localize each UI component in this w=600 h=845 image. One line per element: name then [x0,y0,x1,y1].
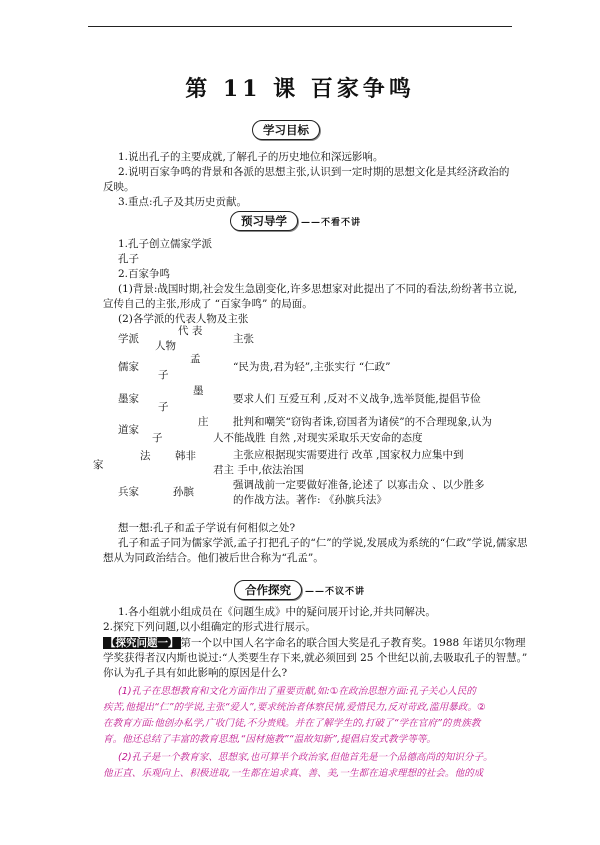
goals-heading-badge: 学习目标 [252,120,320,140]
row-confucian-person-b: 子 [158,369,169,381]
preview-tag: ——不看不讲 [301,217,362,228]
table-header-claim: 主张 [233,333,254,345]
row-taoist-claim-1: 批判和嘲笑“窃钩者诛,窃国者为诸侯”的不合理现象,认为 [233,416,492,428]
goal-item-2: 2.说明百家争鸣的背景和各派的思想主张,认识到一定时期的思想文化是其经济政治的 [118,166,510,178]
row-mohist-person-a: 墨 [193,385,204,397]
think-answer-1: 孔子和孟子同为儒家学派,孟子打把孔子的“仁”的学说,发展成为系统的“仁政”学说,儒家思 [118,537,528,549]
question-tag: 【探究问题一】 [105,637,179,649]
row-legalist-school-1: 法 [140,450,151,462]
row-mohist-claim: 要求人们 互爱互利 ,反对不义战争,选举贤能,提倡节俭 [233,393,481,405]
table-header-person-b: 人物 [155,340,176,352]
row-taoist-person-a: 庄 [198,416,209,428]
goal-item-3: 3.重点:孔子及其历史贡献。 [118,196,248,208]
table-header-person-a: 代 表 [178,325,203,337]
answer-line-3: 在教育方面:他创办私学,广收门徒,不分贵贱。并在了解学生的,打破了“学在官府”的贵族教 [103,718,481,729]
preview-line-5: 宣传自己的主张,形成了 “百家争鸣” 的局面。 [103,298,313,310]
page-title: 第 11 课 百家争鸣 [185,76,415,102]
explore-line-2: 2.探究下列问题,以小组确定的形式进行展示。 [103,621,316,633]
preview-heading-badge: 预习导学 [230,211,298,231]
preview-line-2: 孔子 [118,253,139,265]
preview-line-1: 1.孔子创立儒家学派 [118,238,213,250]
row-military-person: 孙膑 [173,486,194,498]
row-legalist-claim-2: 君主 手中,依法治国 [213,464,304,476]
explore-line-1: 1.各小组就小组成员在《问题生成》中的疑问展开讨论,并共同解决。 [118,606,436,618]
row-military-claim-2: 的作战方法。著作: 《孙膑兵法》 [233,494,387,506]
question-text-1: 第一个以中国人名字命名的联合国大奖是孔子教育奖。1988 年诺贝尔物理 [180,637,526,649]
table-header-school: 学派 [118,333,139,345]
explore-question-line-2: 学奖获得者汉内斯也说过:“人类要生存下来,就必须回到 25 个世纪以前,去吸取孔子的智慧。” [103,652,528,664]
row-taoist-claim-2: 人不能战胜 自然 ,对现实采取乐天安命的态度 [213,432,423,444]
top-rule [88,26,512,27]
row-mohist-person-b: 子 [158,401,169,413]
row-military-claim-1: 强调战前一定要做好准备,论述了 以寡击众 、以少胜多 [233,479,485,491]
answer-line-4: 育。他还总结了丰富的教育思想,“因材施教”“温故知新”,提倡启发式教学等等。 [103,734,436,745]
row-legalist-school-2: 家 [93,459,104,471]
answer-line-6: 他正直、乐观向上、积极进取,一生都在追求真、善、美,一生都在追求理想的社会。他的成 [103,768,484,779]
answer-line-2: 疾苦,他提出“仁”的学说,主张“爱人”,要求统治者体察民情,爱惜民力,反对苛政,滥用暴政。② [103,702,486,713]
row-mohist-school: 墨家 [118,393,139,405]
think-answer-2: 想从为同政治结合。他们被后世合称为“孔孟”。 [103,552,324,564]
preview-line-3: 2.百家争鸣 [118,268,171,280]
row-confucian-claim: “民为贵,君为轻”,主张实行 “仁政” [233,361,391,373]
explore-question-line-3: 你认为孔子具有如此影响的原因是什么? [103,667,288,679]
preview-line-4: (1)背景:战国时期,社会发生急剧变化,许多思想家对此提出了不同的看法,纷纷著书立说, [118,283,518,295]
preview-line-6: (2)各学派的代表人物及主张 [118,313,249,325]
answer-line-1: (1)孔子在思想教育和文化方面作出了重要贡献,如:①在政治思想方面:孔子关心人民的 [118,686,476,697]
row-taoist-person-b: 子 [152,432,163,444]
explore-question-line-1 [103,636,526,651]
goal-item-2-cont: 反映。 [103,181,135,193]
row-legalist-person: 韩非 [175,450,196,462]
preview-heading [230,211,361,231]
explore-heading [234,580,365,600]
explore-heading-badge: 合作探究 [234,580,302,600]
explore-tag: ——不议不讲 [305,586,366,597]
row-legalist-claim-1: 主张应根据现实需要进行 改革 ,国家权力应集中到 [233,449,464,461]
think-question: 想一想:孔子和孟子学说有何相似之处? [118,522,296,534]
row-military-school: 兵家 [118,486,139,498]
row-confucian-person-a: 孟 [190,353,201,365]
answer-line-5: (2)孔子是一个教育家、思想家,也可算半个政治家,但他首先是一个品德高尚的知识分子。 [118,752,493,763]
row-confucian-school: 儒家 [118,361,139,373]
row-taoist-school: 道家 [118,424,139,436]
goal-item-1: 1.说出孔子的主要成就,了解孔子的历史地位和深远影响。 [118,151,384,163]
